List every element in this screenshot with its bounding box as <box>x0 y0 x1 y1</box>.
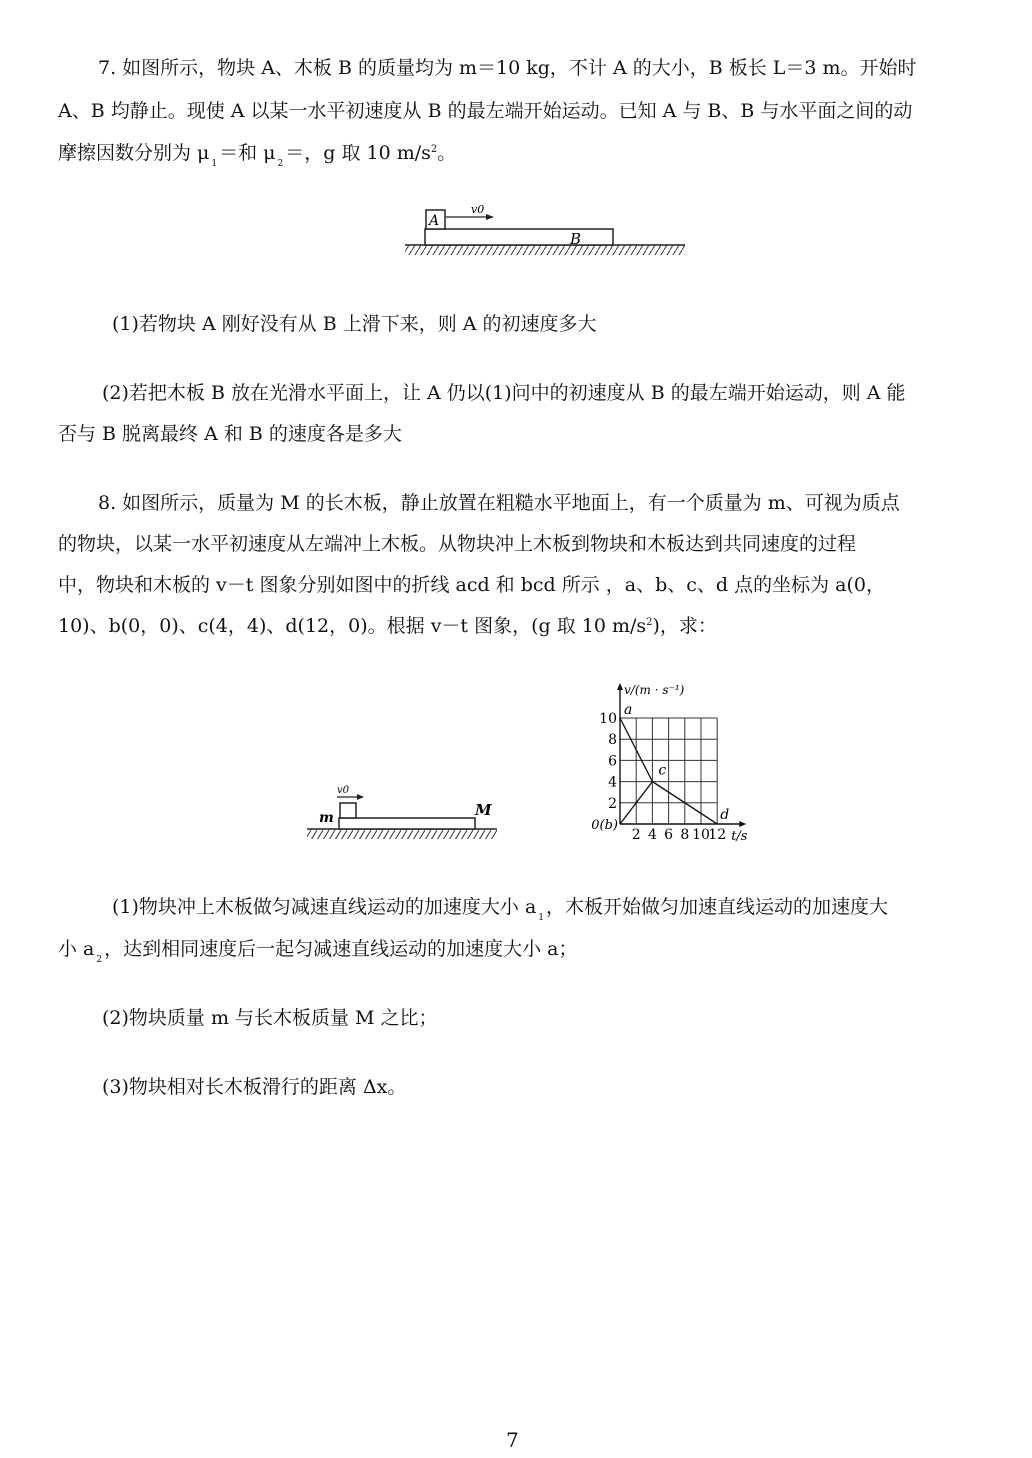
x-tick-label: 4 <box>647 827 657 843</box>
board-m-big <box>339 818 475 829</box>
y-tick-label: 10 <box>599 711 617 727</box>
arrow-head-icon <box>486 214 494 220</box>
q7-sub-1: (1)若物块 A 刚好没有从 B 上滑下来，则 A 的初速度多大 <box>112 313 597 335</box>
q7-line-2: A、B 均静止。现使 A 以某一水平初速度从 B 的最左端开始运动。已知 A 与 B、B 与水平面之间的动 <box>58 100 913 122</box>
y-tick-label: 2 <box>608 795 617 812</box>
x-axis-label: t/s <box>731 829 748 844</box>
board-b-label: B <box>570 230 582 248</box>
exponent: 2 <box>430 144 438 155</box>
a2-subscript: 2 <box>96 955 103 965</box>
q7-text: ＝和 μ <box>219 142 276 164</box>
a1-subscript: 1 <box>538 913 545 923</box>
page-number: 7 <box>506 1428 519 1452</box>
q8-line-3: 中，物块和木板的 v－t 图象分别如图中的折线 acd 和 bcd 所示 ，a、b、c、d 点的坐标为 a(0， <box>58 574 885 596</box>
x-tick-label: 6 <box>664 827 674 843</box>
q8-line-4 <box>58 614 717 642</box>
q7-sub-2-line-1: (2)若把木板 B 放在光滑水平面上，让 A 仍以(1)问中的初速度从 B 的最左端开始运动，则 A 能 <box>102 382 906 404</box>
velocity-label: v0 <box>337 785 350 796</box>
point-label-c: c <box>658 762 667 779</box>
q8-sub-1-line-2 <box>58 937 577 965</box>
point-label-a: a <box>624 702 633 718</box>
y-axis-arrow-icon <box>617 683 623 690</box>
y-tick-label: 8 <box>608 732 617 749</box>
q7-text: ＝，g 取 10 m/s <box>285 142 431 164</box>
block-a-label: A <box>429 213 440 229</box>
vt-chart <box>580 678 780 848</box>
y-tick-label: 6 <box>608 753 617 770</box>
q8-text: ，木板开始做匀加速直线运动的加速度大 <box>546 896 889 918</box>
q8-text: (1)物块冲上木板做匀减速直线运动的加速度大小 a <box>112 896 537 918</box>
q8-line-1: 8. 如图所示，质量为 M 的长木板，静止放置在粗糙水平地面上，有一个质量为 m、可视为质点 <box>98 492 900 514</box>
q7-line-3 <box>58 141 456 169</box>
q8-sub-3: (3)物块相对长木板滑行的距离 Δx。 <box>102 1076 407 1098</box>
x-tick-label: 8 <box>680 827 690 843</box>
q7-sub-2-line-2: 否与 B 脱离最终 A 和 B 的速度各是多大 <box>58 423 402 445</box>
q7-line-1: 7. 如图所示，物块 A、木板 B 的质量均为 m＝10 kg，不计 A 的大小，B 板长 L＝3 m。开始时 <box>98 57 917 79</box>
x-tick-label: 10 <box>692 827 710 843</box>
q8-text: )，求： <box>652 615 717 637</box>
q8-board-figure <box>305 785 505 850</box>
mu1-subscript: 1 <box>211 159 218 169</box>
x-tick-label: 2 <box>631 827 641 843</box>
x-axis-arrow-icon <box>739 821 746 827</box>
q8-text: ，达到相同速度后一起匀减速直线运动的加速度大小 a； <box>104 938 578 960</box>
board-big-m-label: M <box>475 801 492 819</box>
q8-sub-2: (2)物块质量 m 与长木板质量 M 之比； <box>102 1007 438 1029</box>
exponent: 2 <box>646 617 653 628</box>
q7-text: 。 <box>437 142 457 164</box>
origin-label: 0(b) <box>591 818 618 833</box>
x-tick-label: 12 <box>708 827 727 843</box>
q7-text: 摩擦因数分别为 μ <box>58 142 210 164</box>
ground-hatch <box>405 245 685 255</box>
q8-line-2: 的物块，以某一水平初速度从左端冲上木板。从物块冲上木板到物块和木板达到共同速度的过程 <box>58 533 857 555</box>
q7-figure <box>400 200 700 270</box>
velocity-label: v0 <box>471 203 485 216</box>
y-axis-label: v/(m · s⁻¹) <box>624 683 685 697</box>
block-m <box>340 803 356 818</box>
arrow-head-icon <box>357 794 364 800</box>
ground-hatch <box>307 829 497 839</box>
q8-text: 10)、b(0，0)、c(4，4)、d(12，0)。根据 v－t 图象，(g 取 10 m/s <box>58 615 647 637</box>
mu2-subscript: 2 <box>277 159 284 169</box>
y-tick-label: 4 <box>608 774 617 791</box>
block-m-label: m <box>319 810 334 826</box>
q8-sub-1-line-1 <box>112 895 888 923</box>
board-b <box>425 229 613 245</box>
point-label-d: d <box>720 807 730 823</box>
q8-text: 小 a <box>58 938 95 960</box>
